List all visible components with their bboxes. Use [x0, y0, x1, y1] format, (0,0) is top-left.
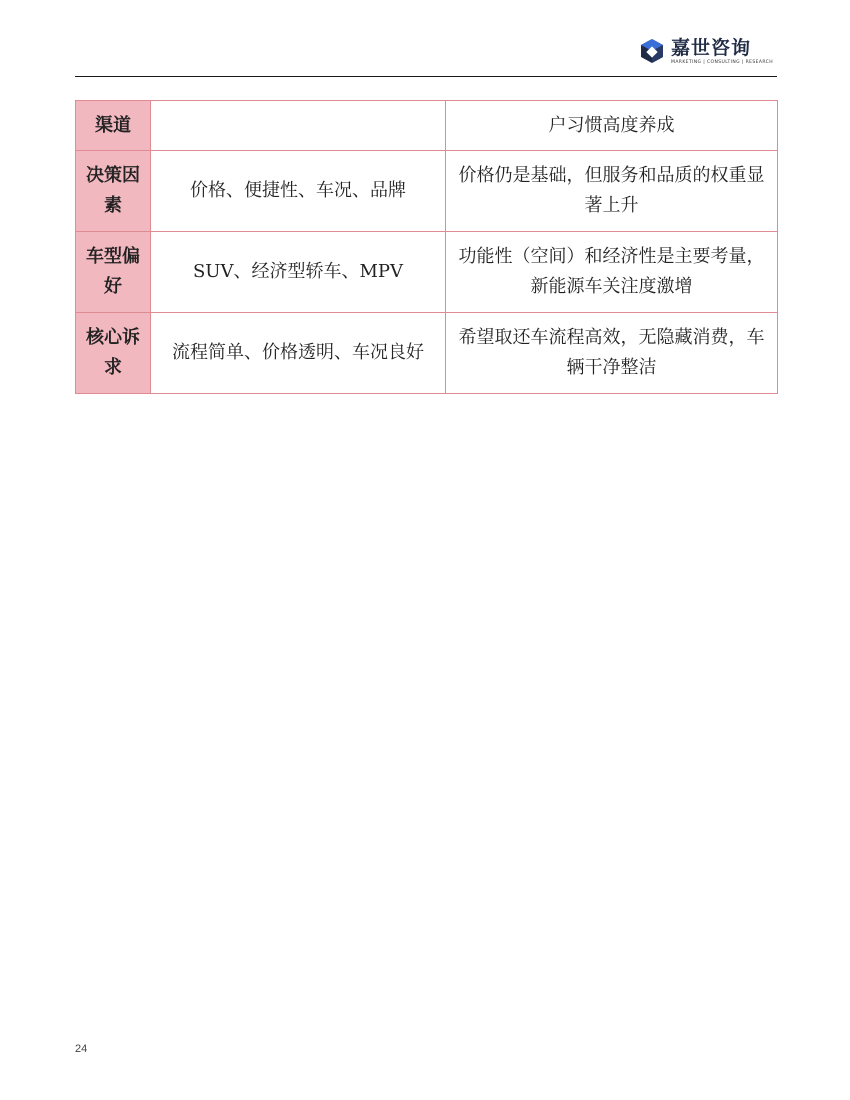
page-number: 24: [75, 1043, 88, 1055]
jiashi-logo-icon: [639, 38, 665, 64]
table-row: [76, 151, 778, 232]
logo-tagline: MARKETING | CONSULTING | RESEARCH: [671, 60, 773, 65]
table-cell: [151, 101, 446, 151]
row-label: 核心诉求: [76, 313, 151, 394]
row-label: 渠道: [76, 101, 151, 151]
row-label: 决策因素: [76, 151, 151, 232]
table-cell: 流程简单、价格透明、车况良好: [151, 313, 446, 394]
company-logo: [639, 38, 773, 70]
table-row: [76, 313, 778, 394]
table-cell: 价格仍是基础，但服务和品质的权重显著上升: [446, 151, 778, 232]
page-header: [75, 30, 777, 77]
table-row: [76, 101, 778, 151]
logo-name: 嘉世咨询: [671, 37, 752, 59]
table-cell: SUV、经济型轿车、MPV: [151, 232, 446, 313]
table-cell: 功能性（空间）和经济性是主要考量，新能源车关注度激增: [446, 232, 778, 313]
table-cell: 希望取还车流程高效，无隐藏消费，车辆干净整洁: [446, 313, 778, 394]
row-label: 车型偏好: [76, 232, 151, 313]
comparison-table: [75, 100, 778, 394]
table-row: [76, 232, 778, 313]
table-cell: 价格、便捷性、车况、品牌: [151, 151, 446, 232]
table-cell: 户习惯高度养成: [446, 101, 778, 151]
